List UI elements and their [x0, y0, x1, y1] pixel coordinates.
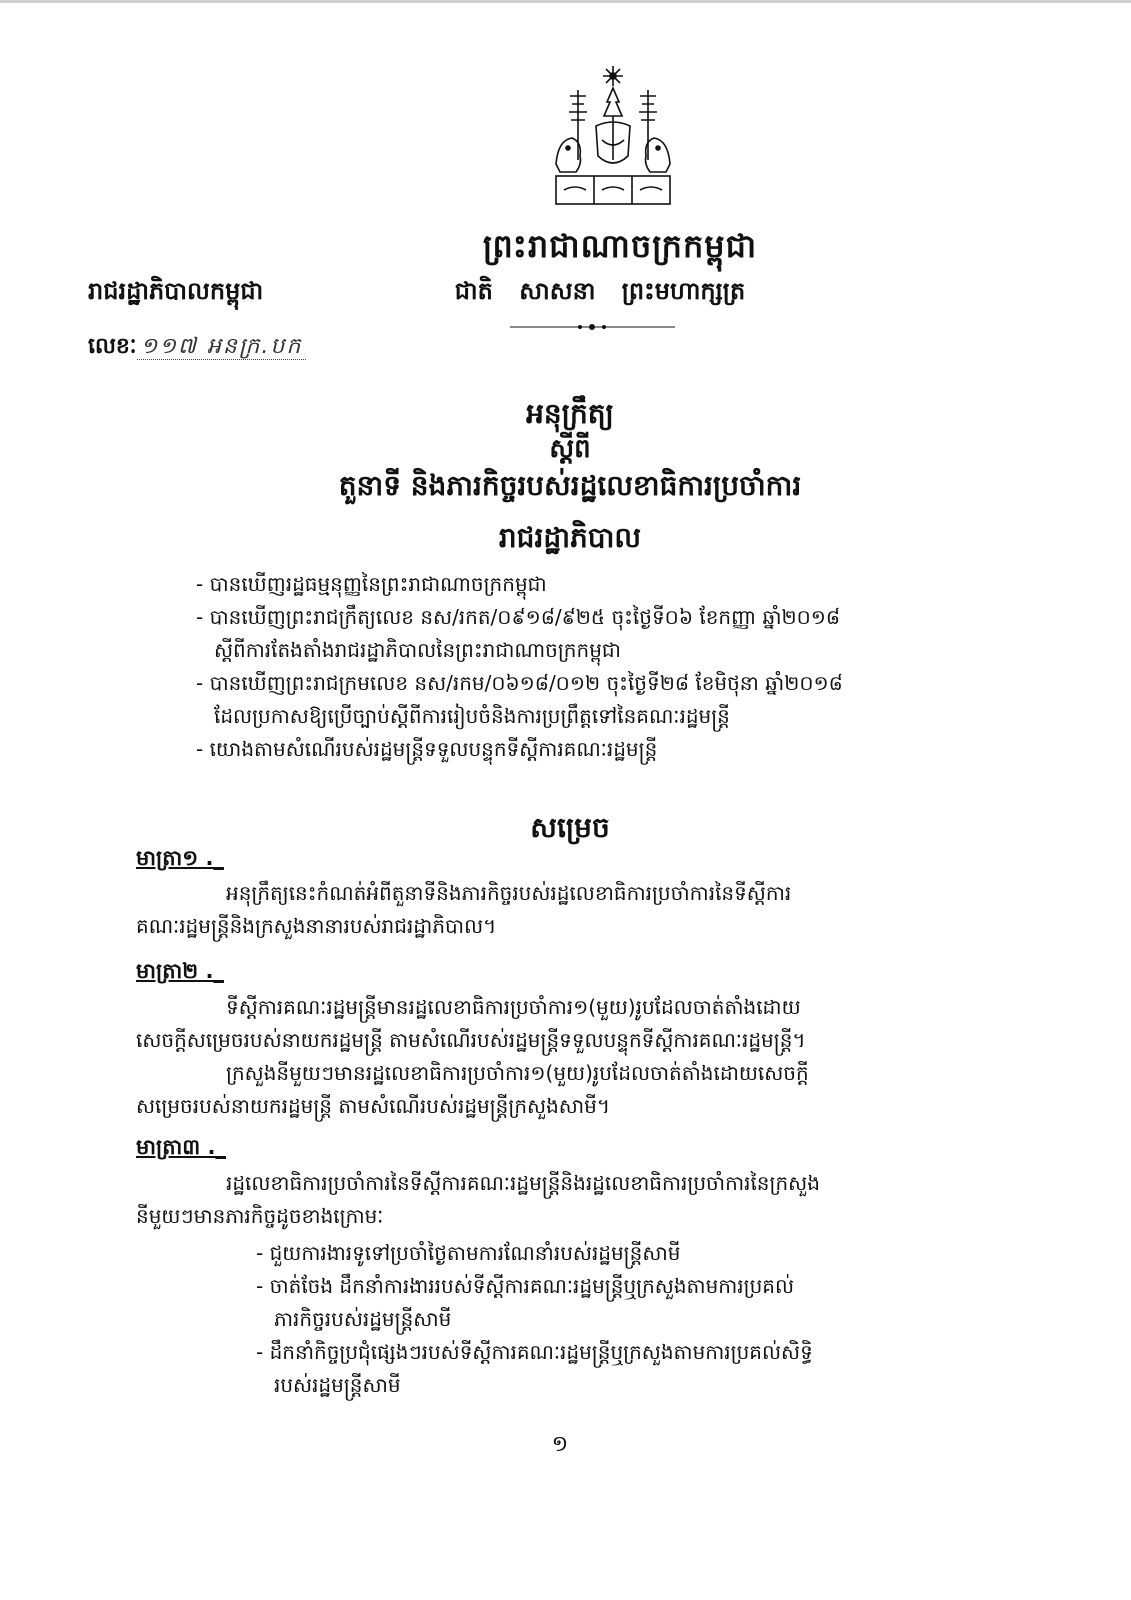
list-item-continuation: របស់រដ្ឋមន្ត្រីសាមី	[274, 1373, 401, 1397]
page-number: ១	[551, 1432, 569, 1457]
article-2-paragraph-1	[136, 991, 1016, 1057]
reference-number	[88, 332, 306, 364]
ref-handwritten-number: ១១៧ អនក្រ.បក	[137, 334, 307, 360]
preamble-line: - បានឃើញព្រះរាជក្រឹត្យលេខ នស/រកត/០៩១៨/៩២៥ ចុះថ្ងៃទី០៦ ខែកញ្ញា ឆ្នាំ២០១៨	[196, 605, 841, 629]
article-3-paragraph	[136, 1167, 1016, 1233]
article-1-heading: មាត្រា១ ._	[136, 846, 224, 870]
paragraph-first-line: ទីស្តីការគណៈរដ្ឋមន្ត្រីមានរដ្ឋលេខាធិការប្រចាំការ១(មួយ)រូបដែលចាត់តាំងដោយ	[226, 995, 801, 1019]
list-item: - ជួយការងារទូទៅប្រចាំថ្ងៃតាមការណែនាំរបស់រដ្ឋមន្ត្រីសាមី	[256, 1241, 681, 1265]
decision-heading: សម្រេច	[530, 811, 610, 844]
preamble-line: ដែលប្រកាសឱ្យប្រើច្បាប់ស្តីពីការរៀបចំនិងការប្រព្រឹត្តទៅនៃគណៈរដ្ឋមន្ត្រី	[214, 704, 730, 728]
preamble-line: - បានឃើញព្រះរាជក្រមលេខ នស/រកម/០៦១៨/០១២ ចុះថ្ងៃទី២៨ ខែមិថុនា ឆ្នាំ២០១៨	[196, 671, 843, 695]
government-label: រាជរដ្ឋាភិបាលកម្ពុជា	[88, 277, 264, 305]
scan-edge	[0, 0, 1131, 3]
paragraph-continuation: នីមួយៗមានភារកិច្ចដូចខាងក្រោមៈ	[136, 1204, 384, 1228]
issuer-title: រាជរដ្ឋាភិបាល	[498, 521, 642, 554]
paragraph-continuation: គណៈរដ្ឋមន្ត្រីនិងក្រសួងនានារបស់រាជរដ្ឋាភិបាល។	[136, 914, 497, 938]
document-type: អនុក្រឹត្យ	[526, 397, 614, 430]
article-3-duties-list	[256, 1237, 1016, 1402]
preamble-line: - បានឃើញរដ្ឋធម្មនុញ្ញនៃព្រះរាជាណាចក្រកម្ពុជា	[196, 572, 547, 596]
paragraph-first-line: អនុក្រឹត្យនេះកំណត់អំពីតួនាទីនិងភារកិច្ចរបស់រដ្ឋលេខាធិការប្រចាំការនៃទីស្តីការ	[226, 881, 792, 905]
list-item-continuation: ភារកិច្ចរបស់រដ្ឋមន្ត្រីសាមី	[274, 1307, 452, 1331]
paragraph-first-line: រដ្ឋលេខាធិការប្រចាំការនៃទីស្តីការគណៈរដ្ឋមន្ត្រីនិងរដ្ឋលេខាធិការប្រចាំការនៃក្រសួង	[226, 1171, 820, 1195]
kingdom-title: ព្រះរាជាណាចក្រកម្ពុជា	[482, 227, 758, 265]
preamble-line: - យោងតាមសំណើរបស់រដ្ឋមន្ត្រីទទួលបន្ទុកទីស្តីការគណៈរដ្ឋមន្ត្រី	[196, 737, 658, 761]
list-item: - ចាត់ចែង ដឹកនាំការងាររបស់ទីស្តីការគណៈរដ្ឋមន្ត្រីឬក្រសួងតាមការប្រគល់	[256, 1274, 795, 1298]
preamble	[196, 568, 1026, 766]
about-label: ស្តីពី	[549, 434, 591, 464]
article-3-heading: មាត្រា៣ ._	[136, 1135, 226, 1159]
paragraph-first-line: ក្រសួងនីមួយៗមានរដ្ឋលេខាធិការប្រចាំការ១(មួយ)រូបដែលចាត់តាំងដោយសេចក្តី	[226, 1061, 809, 1085]
article-2-heading: មាត្រា២ ._	[136, 959, 224, 983]
paragraph-continuation: សម្រេចរបស់នាយករដ្ឋមន្ត្រី តាមសំណើរបស់រដ្ឋមន្ត្រីក្រសួងសាមី។	[136, 1094, 611, 1118]
list-item: - ដឹកនាំកិច្ចប្រជុំផ្សេងៗរបស់ទីស្តីការគណៈរដ្ឋមន្ត្រីឬក្រសួងតាមការប្រគល់សិទ្ធិ	[256, 1340, 813, 1364]
motto-nation: ជាតិ	[454, 277, 493, 305]
paragraph-continuation: សេចក្តីសម្រេចរបស់នាយករដ្ឋមន្ត្រី តាមសំណើរបស់រដ្ឋមន្ត្រីទទួលបន្ទុកទីស្តីការគណៈរដ្ឋមន្ត្រី។	[136, 1028, 806, 1052]
national-motto	[420, 276, 780, 311]
preamble-line: ស្តីពីការតែងតាំងរាជរដ្ឋាភិបាលនៃព្រះរាជាណាចក្រកម្ពុជា	[214, 638, 621, 662]
ref-label: លេខៈ	[88, 334, 137, 359]
document-subject: តួនាទី និងភារកិច្ចរបស់រដ្ឋលេខាធិការប្រចាំការ	[338, 469, 802, 502]
ornamental-divider	[510, 322, 675, 332]
article-2-paragraph-2	[136, 1057, 1016, 1123]
motto-religion: សាសនា	[519, 277, 596, 305]
article-1-paragraph	[136, 877, 1016, 943]
royal-coat-of-arms-icon	[538, 60, 688, 210]
motto-king: ព្រះមហាក្សត្រ	[621, 277, 746, 305]
